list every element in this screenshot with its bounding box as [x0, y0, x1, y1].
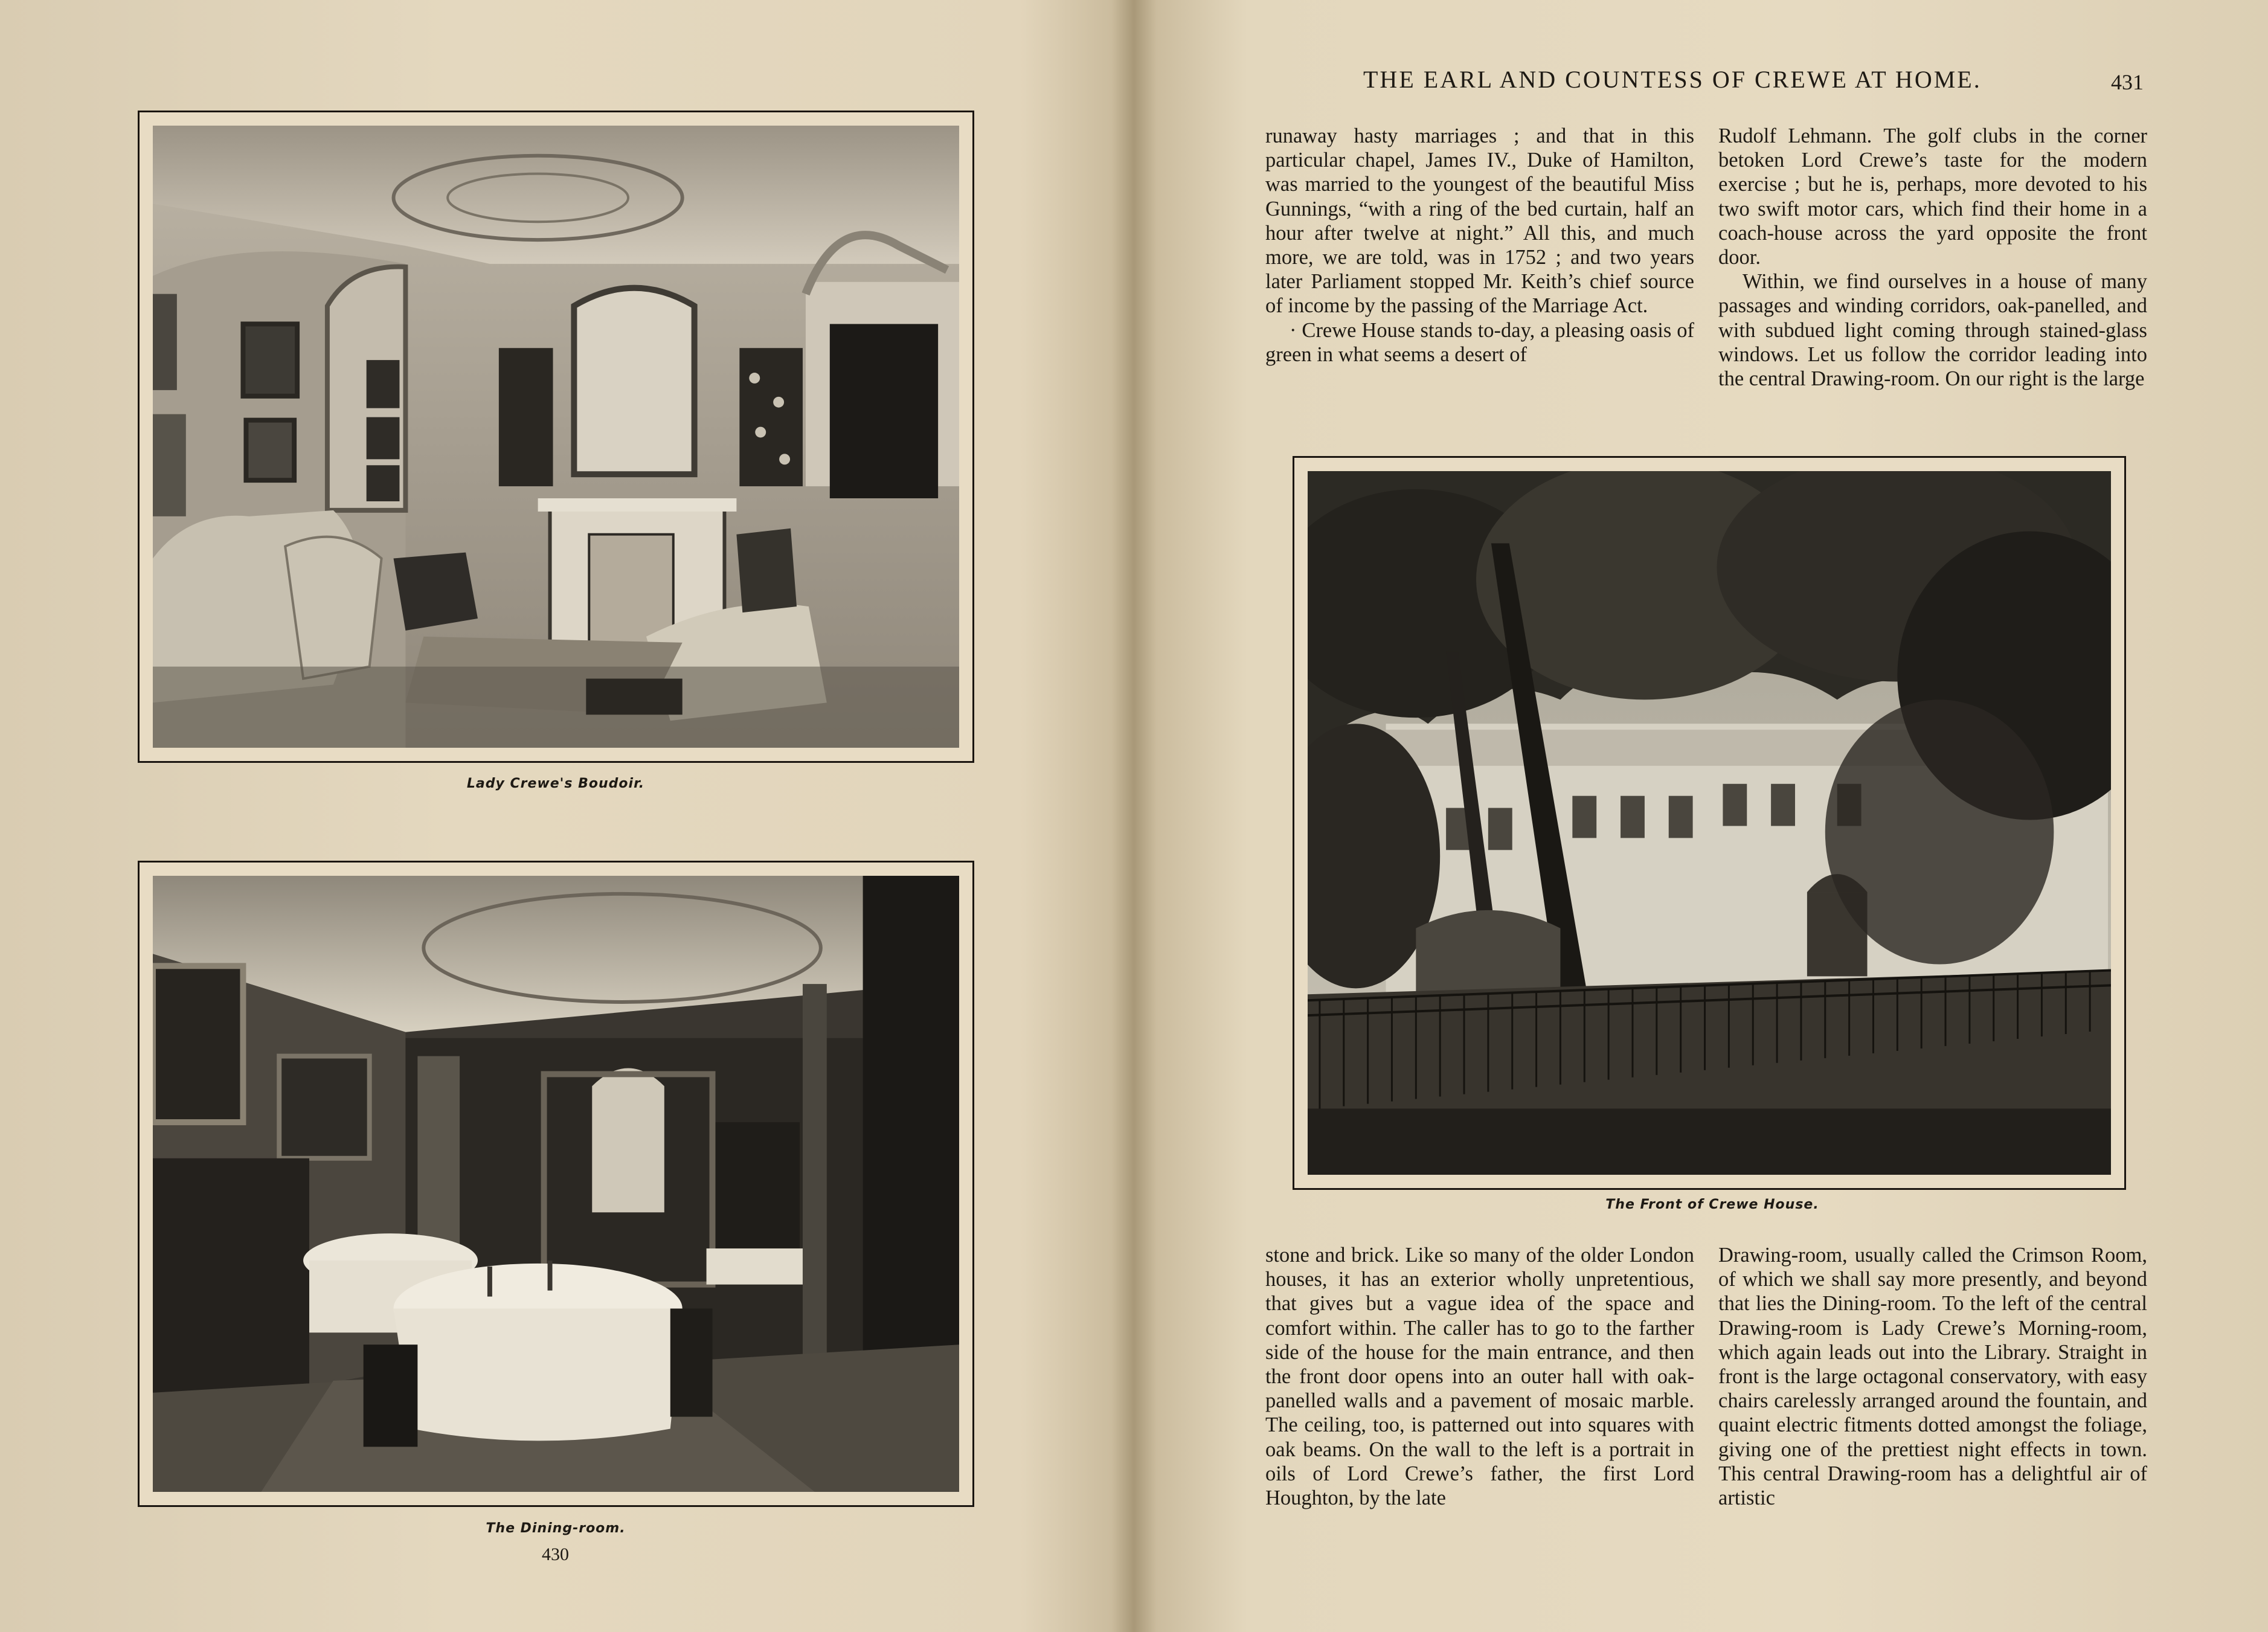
right-page-number: 431 [2111, 70, 2144, 94]
left-page-number: 430 [542, 1544, 569, 1564]
top-column-2 [1718, 124, 2147, 391]
paragraph: Within, we find ourselves in a house of many passages and winding corridors, oak-panelled, and with subdued light coming through stained-glass windows. Let us follow the corridor leading into the central Drawing-room. On our right is the large [1718, 270, 2147, 391]
paragraph: · Crewe House stands to-day, a pleasing oasis of green in what seems a desert of [1265, 318, 1694, 366]
paragraph: stone and brick. Like so many of the older London houses, it has an exterior wholly unpretentious, that gives but a vague idea of the space and comfort within. The caller has to go to the farther side of the house for the main entrance, and then the front door opens into an outer hall with oak-panelled walls and a pavement of mosaic marble. The ceiling, too, is patterned out into squares with oak beams. On the wall to the left is a portrait in oils of Lord Crewe’s father, the first Lord Houghton, by the late [1265, 1244, 1694, 1510]
bottom-column-1 [1265, 1243, 1694, 1510]
front-photo [1308, 471, 2111, 1175]
paragraph: Rudolf Lehmann. The golf clubs in the corner betoken Lord Crewe’s taste for the modern exercise ; but he is, perhaps, more devoted to his two swift motor cars, which find their home in a coach-house across the yard opposite the front door. [1718, 124, 2147, 269]
running-head: THE EARL AND COUNTESS OF CREWE AT HOME. [1363, 66, 1982, 93]
boudoir-photo-plate [138, 111, 974, 763]
boudoir-photo [153, 126, 959, 748]
front-photo-plate [1293, 456, 2126, 1190]
paragraph: Drawing-room, usually called the Crimson Room, of which we shall say more presently, and beyond that lies the Dining-room. To the left of the central Drawing-room is Lady Crewe’s Morning-room, which again leads out into the Library. Straight in front is the large octagonal conservatory, with easy chairs carelessly arranged around the fountain, and quaint electric fitments dotted amongst the foliage, giving one of the prettiest night effects in town. This central Drawing-room has a delightful air of artistic [1718, 1244, 2147, 1510]
front-caption: The Front of Crewe House. [1605, 1197, 1819, 1212]
bottom-column-2 [1718, 1243, 2147, 1510]
top-column-1 [1265, 124, 1694, 367]
boudoir-caption: Lady Crewe's Boudoir. [466, 776, 645, 791]
right-page [1139, 0, 2268, 1632]
left-page [0, 0, 1129, 1632]
dining-caption: The Dining-room. [486, 1521, 626, 1536]
paragraph: runaway hasty marriages ; and that in this particular chapel, James IV., Duke of Hamilton, was married to the youngest of the beautiful Miss Gunnings, “with a ring of the bed curtain, half an hour after twelve at night.” All this, and much more, we are told, was in 1752 ; and two years later Parliament stopped Mr. Keith’s chief source of income by the passing of the Marriage Act. [1265, 124, 1694, 318]
dining-photo [153, 876, 959, 1492]
dining-photo-plate [138, 861, 974, 1507]
